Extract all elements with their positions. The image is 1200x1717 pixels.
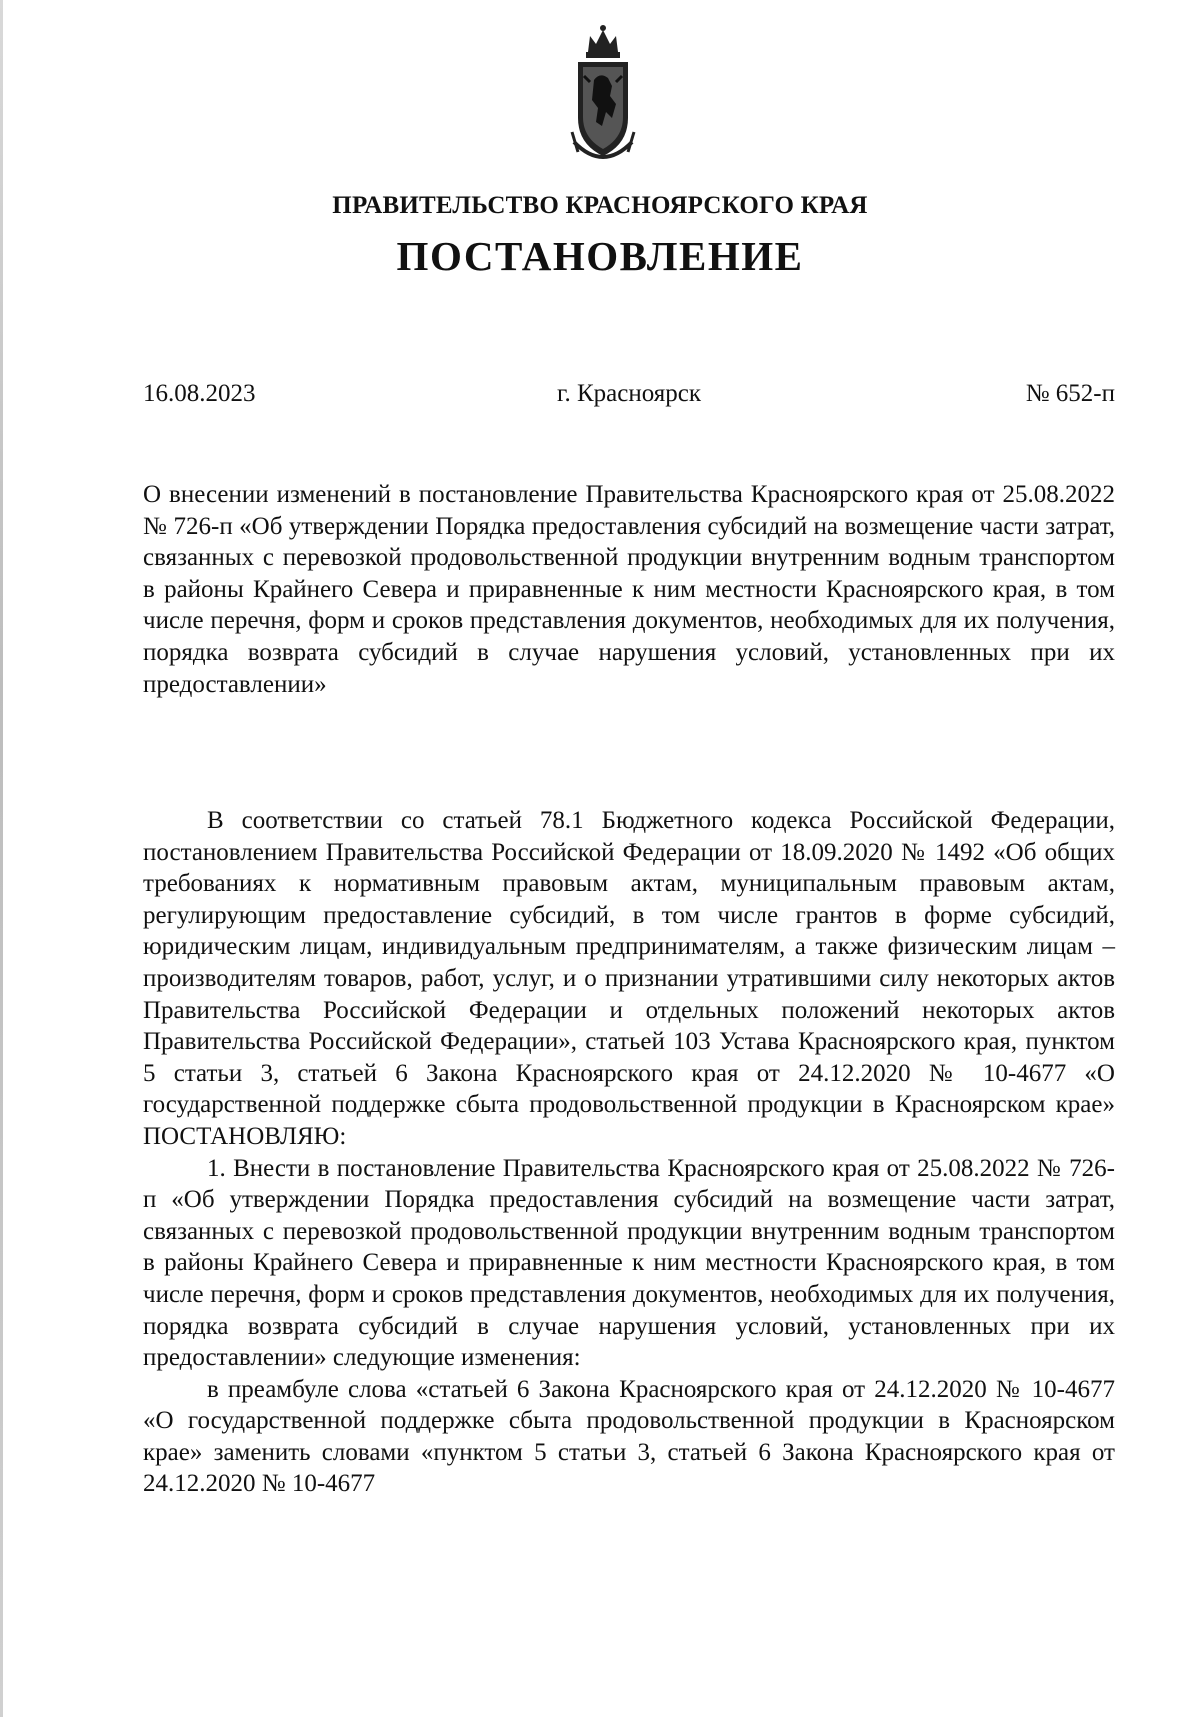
title-text: О внесении изменений в постановление Правительства Красноярского края от 25.08.2022 № 726-п «Об утверждении Порядка предоставления субсидий на возмещение части затрат, связанных с перевозкой продовольственной продукции внутренним водным транспортом в районы Крайнего Севера и приравненные к ним местности Красноярского края, в том числе перечня, форм и сроков представления документов, необходимых для их получения, порядка возврата субсидий в случае нарушения условий, установленных при их предоставлении»	[143, 481, 1115, 698]
item-1-change-paragraph: в преамбуле слова «статьей 6 Закона Красноярского края от 24.12.2020 № 10-4677 «О государственной поддержке сбыта продовольственной продукции в Красноярском крае» заменить словами «пунктом 5 статьи 3, статьей 6 Закона Красноярского края от 24.12.2020 № 10-4677	[143, 1375, 1115, 1498]
document-city: г. Красноярск	[557, 380, 701, 407]
document-number: № 652-п	[1025, 380, 1115, 407]
item-1-paragraph: 1. Внести в постановление Правительства Красноярского края от 25.08.2022 № 726-п «Об утверждении Порядка предоставления субсидий на возмещение части затрат, связанных с перевозкой продовольственной продукции внутренним водным транспортом в районы Крайнего Севера и приравненные к ним местности Красноярского края, в том числе перечня, форм и сроков представления документов, необходимых для их получения, порядка возврата субсидий в случае нарушения условий, установленных при их предоставлении» следующие изменения:	[143, 1154, 1115, 1372]
document-meta-row	[143, 380, 1115, 414]
document-title	[143, 479, 1115, 700]
issuing-authority: ПРАВИТЕЛЬСТВО КРАСНОЯРСКОГО КРАЯ	[332, 192, 868, 219]
preamble-paragraph: В соответствии со статьей 78.1 Бюджетного кодекса Российской Федерации, постановлением Правительства Российской Федерации от 18.09.2020 № 1492 «Об общих требованиях к нормативным правовым актам, муниципальным правовым актам, регулирующим предоставление субсидий, в том числе грантов в форме субсидий, юридическим лицам, индивидуальным предпринимателям, а также физическим лицам – производителям товаров, работ, услуг, и о признании утратившими силу некоторых актов Правительства Российской Федерации и отдельных положений некоторых актов Правительства Российской Федерации», статьей 103 Устава Красноярского края, пунктом 5 статьи 3, статьей 6 Закона Красноярского края от 24.12.2020 № 10-4677 «О государственной поддержке сбыта продовольственной продукции в Красноярском крае» ПОСТАНОВЛЯЮ:	[143, 807, 1115, 1150]
document-body	[143, 805, 1115, 1500]
document-type-heading: ПОСТАНОВЛЕНИЕ	[396, 233, 804, 279]
coat-of-arms-icon	[570, 22, 636, 166]
document-date: 16.08.2023	[143, 380, 256, 407]
